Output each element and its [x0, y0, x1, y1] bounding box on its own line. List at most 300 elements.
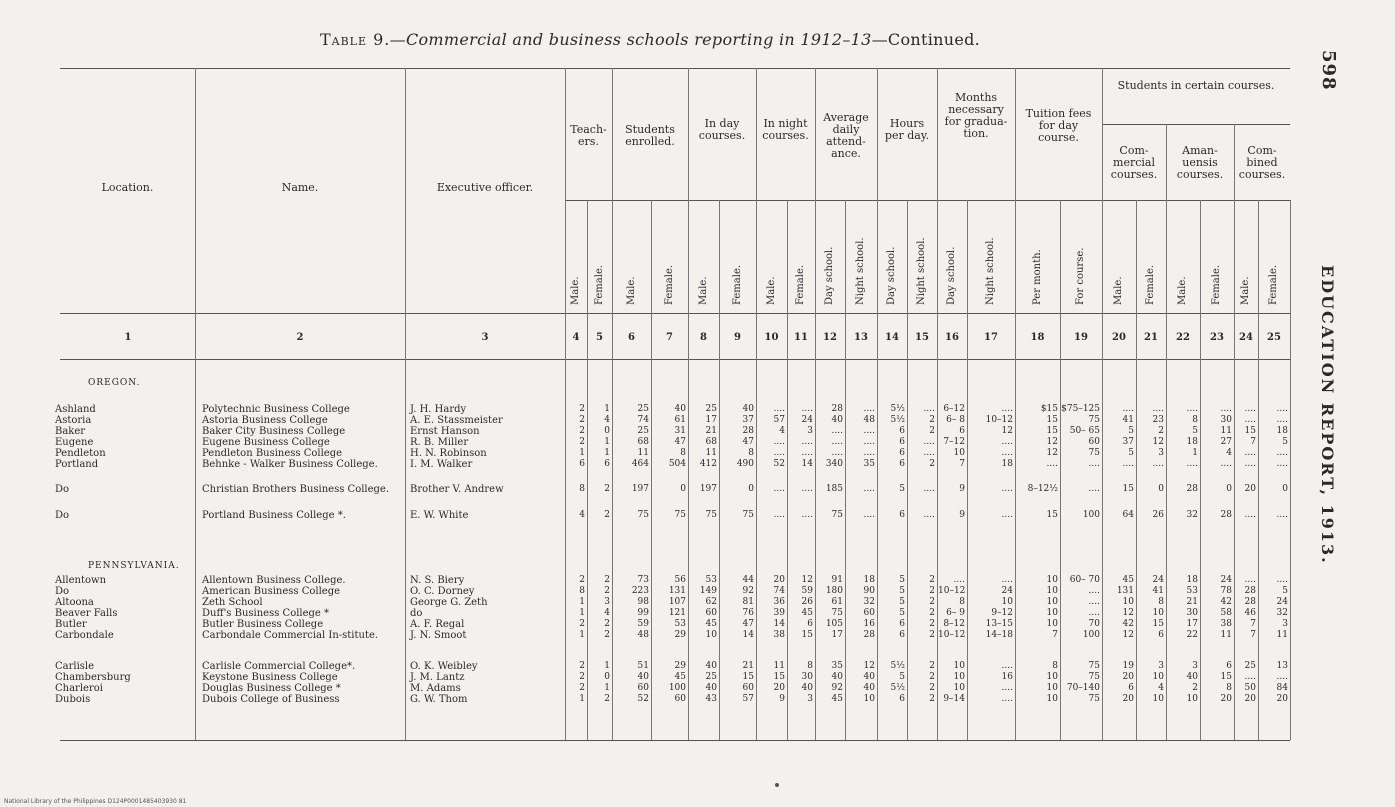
subheader-female: Female. — [1145, 264, 1156, 305]
column-number: 5 — [596, 332, 603, 343]
subheader-male: Male. — [1240, 276, 1251, 305]
row-value: 15 — [742, 672, 754, 682]
column-number: 9 — [734, 332, 741, 343]
col-rule-minor — [907, 200, 908, 740]
row-value: 0 — [1158, 484, 1164, 494]
row-location: Do — [55, 484, 70, 495]
row-value: 2 — [604, 630, 610, 640]
rule-bottom — [60, 740, 1290, 741]
row-value: 8 — [1226, 683, 1232, 693]
row-value: 3 — [1192, 661, 1198, 671]
row-value: .... — [863, 437, 875, 447]
row-value: 10 — [1046, 586, 1058, 596]
row-value: 75 — [831, 608, 843, 618]
row-value: 11 — [637, 448, 649, 458]
row-value: 2 — [604, 694, 610, 704]
row-value: .... — [863, 404, 875, 414]
row-value: 2 — [929, 672, 935, 682]
row-value: .... — [1244, 404, 1256, 414]
row-value: 81 — [742, 597, 754, 607]
state-label: OREGON. — [88, 378, 141, 388]
row-value: 43 — [705, 694, 717, 704]
row-value: 100 — [668, 683, 686, 693]
row-name: Duff's Business College * — [202, 608, 330, 619]
row-value: 6 — [899, 619, 905, 629]
row-value: .... — [1276, 672, 1288, 682]
row-value: 0 — [1282, 484, 1288, 494]
row-value: .... — [1276, 510, 1288, 520]
subheader-for-course: For course. — [1075, 247, 1086, 305]
row-value: 13–15 — [985, 619, 1013, 629]
row-value: 1 — [604, 437, 610, 447]
row-value: .... — [773, 437, 785, 447]
row-value: 15 — [1046, 415, 1058, 425]
row-executive: N. S. Biery — [410, 575, 465, 586]
row-value: 12 — [1046, 437, 1058, 447]
row-value: 2 — [579, 672, 585, 682]
row-value: 60– 70 — [1069, 575, 1100, 585]
row-value: 6 — [899, 694, 905, 704]
row-value: 75 — [831, 510, 843, 520]
row-value: 6 — [959, 426, 965, 436]
row-value: 59 — [801, 586, 813, 596]
row-location: Ashland — [55, 404, 96, 415]
row-value: 6 — [899, 426, 905, 436]
subheader-male: Male. — [570, 276, 581, 305]
row-value: 60 — [705, 608, 717, 618]
row-value: 20 — [1244, 694, 1256, 704]
row-value: 17 — [831, 630, 843, 640]
row-value: 91 — [831, 575, 843, 585]
row-location: Charleroi — [55, 683, 103, 694]
row-value: 15 — [1122, 484, 1134, 494]
row-value: 9–12 — [991, 608, 1013, 618]
row-value: .... — [1046, 459, 1058, 469]
row-value: .... — [863, 426, 875, 436]
row-value: 2 — [604, 619, 610, 629]
row-location: Butler — [55, 619, 87, 630]
row-value: 2 — [929, 459, 935, 469]
row-value: .... — [801, 437, 813, 447]
row-value: 10 — [1152, 694, 1164, 704]
row-value: 42 — [1220, 597, 1232, 607]
row-value: 5 — [1282, 586, 1288, 596]
row-value: 40 — [831, 672, 843, 682]
header-night-courses: In night courses. — [762, 117, 809, 142]
row-value: 35 — [863, 459, 875, 469]
row-value: .... — [1088, 597, 1100, 607]
row-value: .... — [773, 510, 785, 520]
row-value: 28 — [863, 630, 875, 640]
row-value: 75 — [1088, 694, 1100, 704]
row-value: 1 — [604, 404, 610, 414]
row-value: 47 — [674, 437, 686, 447]
row-executive: I. M. Walker — [410, 459, 473, 470]
row-location: Dubois — [55, 694, 91, 705]
row-value: 0 — [680, 484, 686, 494]
header-executive: Executive officer. — [436, 181, 534, 194]
row-value: .... — [1001, 694, 1013, 704]
row-value: 10 — [1001, 597, 1013, 607]
row-value: .... — [801, 448, 813, 458]
row-value: 28 — [742, 426, 754, 436]
row-value: .... — [1220, 459, 1232, 469]
row-value: 7 — [959, 459, 965, 469]
row-value: 26 — [801, 597, 813, 607]
row-value: 20 — [1276, 694, 1288, 704]
row-value: 45 — [674, 672, 686, 682]
row-location: Carbondale — [55, 630, 114, 641]
subheader-female: Female. — [731, 264, 743, 305]
row-executive: J. N. Smoot — [410, 630, 467, 641]
row-value: 20 — [1122, 672, 1134, 682]
row-value: 64 — [1122, 510, 1134, 520]
row-value: 47 — [742, 619, 754, 629]
row-executive: G. W. Thom — [410, 694, 468, 705]
row-value: 1 — [579, 630, 585, 640]
header-students-certain: Students in certain courses. — [1117, 79, 1275, 92]
row-value: 70–140 — [1066, 683, 1100, 693]
row-value: .... — [1276, 448, 1288, 458]
row-value: 131 — [668, 586, 686, 596]
subheader-night-school: Night school. — [985, 237, 996, 305]
row-value: 10 — [705, 630, 717, 640]
row-value: 4 — [579, 510, 585, 520]
row-value: 3 — [1158, 661, 1164, 671]
row-value: 10 — [953, 683, 965, 693]
row-value: 2 — [929, 661, 935, 671]
row-value: 17 — [705, 415, 717, 425]
row-value: 5 — [899, 608, 905, 618]
row-value: 5 — [1282, 437, 1288, 447]
row-value: .... — [1001, 683, 1013, 693]
row-value: 7 — [1250, 630, 1256, 640]
row-value: .... — [923, 510, 935, 520]
row-value: 38 — [773, 630, 785, 640]
row-value: 37 — [742, 415, 754, 425]
row-value: 68 — [637, 437, 649, 447]
row-value: .... — [1122, 459, 1134, 469]
row-value: 15 — [1244, 426, 1256, 436]
column-number: 23 — [1210, 332, 1224, 343]
row-value: 50– 65 — [1069, 426, 1100, 436]
row-value: .... — [1244, 510, 1256, 520]
row-value: 2 — [579, 415, 585, 425]
row-value: 75 — [705, 510, 717, 520]
row-location: Altoona — [55, 597, 94, 608]
row-name: Butler Business College — [202, 619, 324, 630]
row-value: 1 — [1192, 448, 1198, 458]
row-value: .... — [953, 575, 965, 585]
row-value: 12 — [801, 575, 813, 585]
row-location: Do — [55, 586, 70, 597]
row-value: 40 — [637, 672, 649, 682]
row-value: 41 — [1122, 415, 1134, 425]
row-value: 39 — [773, 608, 785, 618]
row-location: Baker — [55, 426, 86, 437]
subheader-male: Male. — [765, 276, 777, 305]
row-value: 92 — [831, 683, 843, 693]
row-value: 2 — [929, 586, 935, 596]
row-value: 12 — [1001, 426, 1013, 436]
subheader-male: Male. — [625, 276, 637, 305]
col-rule-minor — [967, 200, 968, 740]
table-caption — [0, 30, 1300, 49]
row-location: Chambersburg — [55, 672, 131, 683]
row-value: 2 — [1192, 683, 1198, 693]
row-value: 40 — [705, 661, 717, 671]
row-value: 5½ — [890, 404, 905, 414]
subheader-per-month: Per month. — [1031, 249, 1043, 305]
column-number: 4 — [572, 332, 580, 343]
row-executive: A. E. Stassmeister — [410, 415, 503, 426]
row-value: .... — [1001, 510, 1013, 520]
row-value: 504 — [668, 459, 686, 469]
row-value: 6 — [1226, 661, 1232, 671]
row-value: 2 — [579, 619, 585, 629]
row-value: 0 — [1226, 484, 1232, 494]
row-value: 31 — [674, 426, 686, 436]
row-value: 1 — [604, 683, 610, 693]
row-value: 30 — [1186, 608, 1198, 618]
row-value: 23 — [1152, 415, 1164, 425]
row-value: 42 — [1122, 619, 1134, 629]
row-value: 20 — [773, 683, 785, 693]
header-teachers: Teach-ers. — [570, 123, 607, 148]
row-name: Douglas Business College * — [202, 683, 341, 694]
row-value: 44 — [742, 575, 754, 585]
row-value: 2 — [579, 683, 585, 693]
row-executive: Brother V. Andrew — [410, 484, 504, 495]
row-executive: M. Adams — [410, 683, 461, 694]
row-value: 48 — [637, 630, 649, 640]
row-value: 18 — [1186, 437, 1198, 447]
col-rule-minor — [1060, 200, 1061, 740]
row-value: 8 — [748, 448, 754, 458]
row-value: 21 — [705, 426, 717, 436]
subheader-male: Male. — [1177, 276, 1188, 305]
row-value: .... — [1088, 459, 1100, 469]
row-value: 58 — [1220, 608, 1232, 618]
row-value: 14 — [773, 619, 785, 629]
row-value: 10–12 — [985, 415, 1013, 425]
row-value: 21 — [742, 661, 754, 671]
column-number: 13 — [854, 332, 868, 343]
header-amanuensis: Aman-uensis courses. — [1176, 144, 1224, 181]
row-value: 29 — [674, 630, 686, 640]
row-value: 75 — [1088, 661, 1100, 671]
caption-suffix: —Continued. — [871, 30, 981, 49]
subheader-night-school: Night school. — [916, 237, 927, 305]
row-value: .... — [831, 448, 843, 458]
row-value: 45 — [1122, 575, 1134, 585]
row-value: .... — [1001, 575, 1013, 585]
row-name: American Business College — [202, 586, 341, 597]
row-value: 197 — [699, 484, 717, 494]
row-location: Beaver Falls — [55, 608, 118, 619]
row-value: 20 — [1244, 484, 1256, 494]
row-value: 41 — [1152, 586, 1164, 596]
header-tuition: Tuition fees for day course. — [1025, 107, 1092, 144]
row-value: 10 — [1046, 683, 1058, 693]
col-rule-minor — [651, 200, 652, 740]
subheader-female: Female. — [1211, 264, 1222, 305]
row-value: 60 — [674, 694, 686, 704]
row-value: 11 — [1220, 426, 1232, 436]
subheader-female: Female. — [795, 264, 806, 305]
row-value: 2 — [579, 437, 585, 447]
row-value: 100 — [1082, 510, 1100, 520]
row-value: 6 — [899, 510, 905, 520]
row-value: 1 — [579, 448, 585, 458]
row-executive: J. M. Lantz — [410, 672, 465, 683]
row-value: 20 — [1220, 694, 1232, 704]
row-value: .... — [923, 448, 935, 458]
subheader-female: Female. — [593, 264, 605, 305]
row-value: 2 — [579, 426, 585, 436]
row-value: 40 — [1186, 672, 1198, 682]
row-value: 14 — [742, 630, 754, 640]
subheader-female: Female. — [663, 264, 675, 305]
row-value: 3 — [1158, 448, 1164, 458]
row-name: Portland Business College *. — [202, 510, 346, 521]
row-value: 10 — [953, 672, 965, 682]
row-value: 59 — [637, 619, 649, 629]
row-value: .... — [1001, 404, 1013, 414]
row-value: 10 — [953, 661, 965, 671]
row-value: 6 — [604, 459, 610, 469]
subheader-male: Male. — [1113, 276, 1124, 305]
rule-top — [60, 68, 1290, 69]
row-value: 40 — [742, 404, 754, 414]
header-avg-attendance: Average daily attend-ance. — [823, 111, 869, 160]
row-value: 2 — [579, 404, 585, 414]
row-value: .... — [831, 437, 843, 447]
row-value: 15 — [1046, 510, 1058, 520]
row-value: .... — [863, 510, 875, 520]
row-value: 2 — [604, 575, 610, 585]
row-value: 10 — [1046, 619, 1058, 629]
row-value: 5 — [899, 672, 905, 682]
row-location: Portland — [55, 459, 99, 470]
column-number: 24 — [1239, 332, 1253, 343]
row-value: 45 — [831, 694, 843, 704]
column-number: 14 — [885, 332, 899, 343]
row-value: .... — [923, 484, 935, 494]
row-value: 131 — [1116, 586, 1134, 596]
row-value: 7 — [1250, 437, 1256, 447]
col-rule-major — [195, 68, 196, 740]
row-value: 100 — [1082, 630, 1100, 640]
row-value: 75 — [1088, 448, 1100, 458]
row-executive: H. N. Robinson — [410, 448, 487, 459]
row-executive: R. B. Miller — [410, 437, 469, 448]
rule-colnum-top — [60, 313, 1290, 314]
row-name: Dubois College of Business — [202, 694, 340, 705]
col-rule-major — [405, 68, 406, 740]
row-value: 15 — [801, 630, 813, 640]
row-value: 18 — [1186, 575, 1198, 585]
col-rule-minor — [1258, 200, 1259, 740]
col-rule-minor — [1200, 200, 1201, 740]
row-name: Baker City Business College — [202, 426, 346, 437]
row-value: 11 — [1220, 630, 1232, 640]
row-value: 6 — [1128, 683, 1134, 693]
row-name: Carlisle Commercial College*. — [202, 661, 356, 672]
row-value: 40 — [863, 683, 875, 693]
row-value: .... — [1244, 448, 1256, 458]
col-rule-minor — [719, 200, 720, 740]
row-value: 4 — [779, 426, 785, 436]
column-number: 25 — [1267, 332, 1281, 343]
row-value: 223 — [631, 586, 649, 596]
row-value: 52 — [637, 694, 649, 704]
row-value: 28 — [831, 404, 843, 414]
row-value: 53 — [674, 619, 686, 629]
row-value: 10 — [1046, 694, 1058, 704]
row-value: 56 — [674, 575, 686, 585]
row-value: 6 — [899, 448, 905, 458]
row-value: .... — [1088, 484, 1100, 494]
subheader-female: Female. — [1268, 264, 1279, 305]
row-value: 16 — [1001, 672, 1013, 682]
header-day-courses: In day courses. — [698, 117, 746, 142]
row-value: 40 — [831, 415, 843, 425]
row-value: 75 — [1088, 415, 1100, 425]
row-executive: Ernst Hanson — [410, 426, 480, 437]
row-value: $75–125 — [1061, 404, 1100, 414]
row-value: 75 — [674, 510, 686, 520]
row-value: .... — [1244, 459, 1256, 469]
row-value: 4 — [604, 415, 610, 425]
row-value: 2 — [929, 619, 935, 629]
row-value: 4 — [604, 608, 610, 618]
column-number: 1 — [124, 332, 132, 343]
row-executive: George G. Zeth — [410, 597, 488, 608]
row-value: .... — [1276, 404, 1288, 414]
row-value: 19 — [1122, 661, 1134, 671]
row-value: .... — [863, 448, 875, 458]
row-value: 340 — [825, 459, 843, 469]
row-value: 2 — [579, 575, 585, 585]
row-value: 5½ — [890, 661, 905, 671]
row-value: .... — [863, 484, 875, 494]
row-value: 11 — [1276, 630, 1288, 640]
row-value: 2 — [604, 586, 610, 596]
row-value: 27 — [1220, 437, 1232, 447]
row-value: 25 — [1244, 661, 1256, 671]
row-name: Polytechnic Business College — [202, 404, 350, 415]
row-name: Eugene Business College — [202, 437, 330, 448]
column-number: 16 — [945, 332, 959, 343]
row-value: .... — [773, 448, 785, 458]
row-value: 61 — [674, 415, 686, 425]
rule-colnum-bottom — [60, 359, 1290, 360]
row-value: 10 — [1152, 672, 1164, 682]
row-value: 0 — [604, 426, 610, 436]
column-number: 8 — [700, 332, 707, 343]
row-value: 84 — [1276, 683, 1288, 693]
row-value: 12 — [1122, 608, 1134, 618]
row-value: 2 — [929, 608, 935, 618]
row-name: Keystone Business College — [202, 672, 338, 683]
row-value: 57 — [773, 415, 785, 425]
row-value: 2 — [604, 484, 610, 494]
row-value: 464 — [631, 459, 649, 469]
row-value: 7 — [1250, 619, 1256, 629]
row-value: .... — [1001, 437, 1013, 447]
row-value: 6 — [899, 459, 905, 469]
